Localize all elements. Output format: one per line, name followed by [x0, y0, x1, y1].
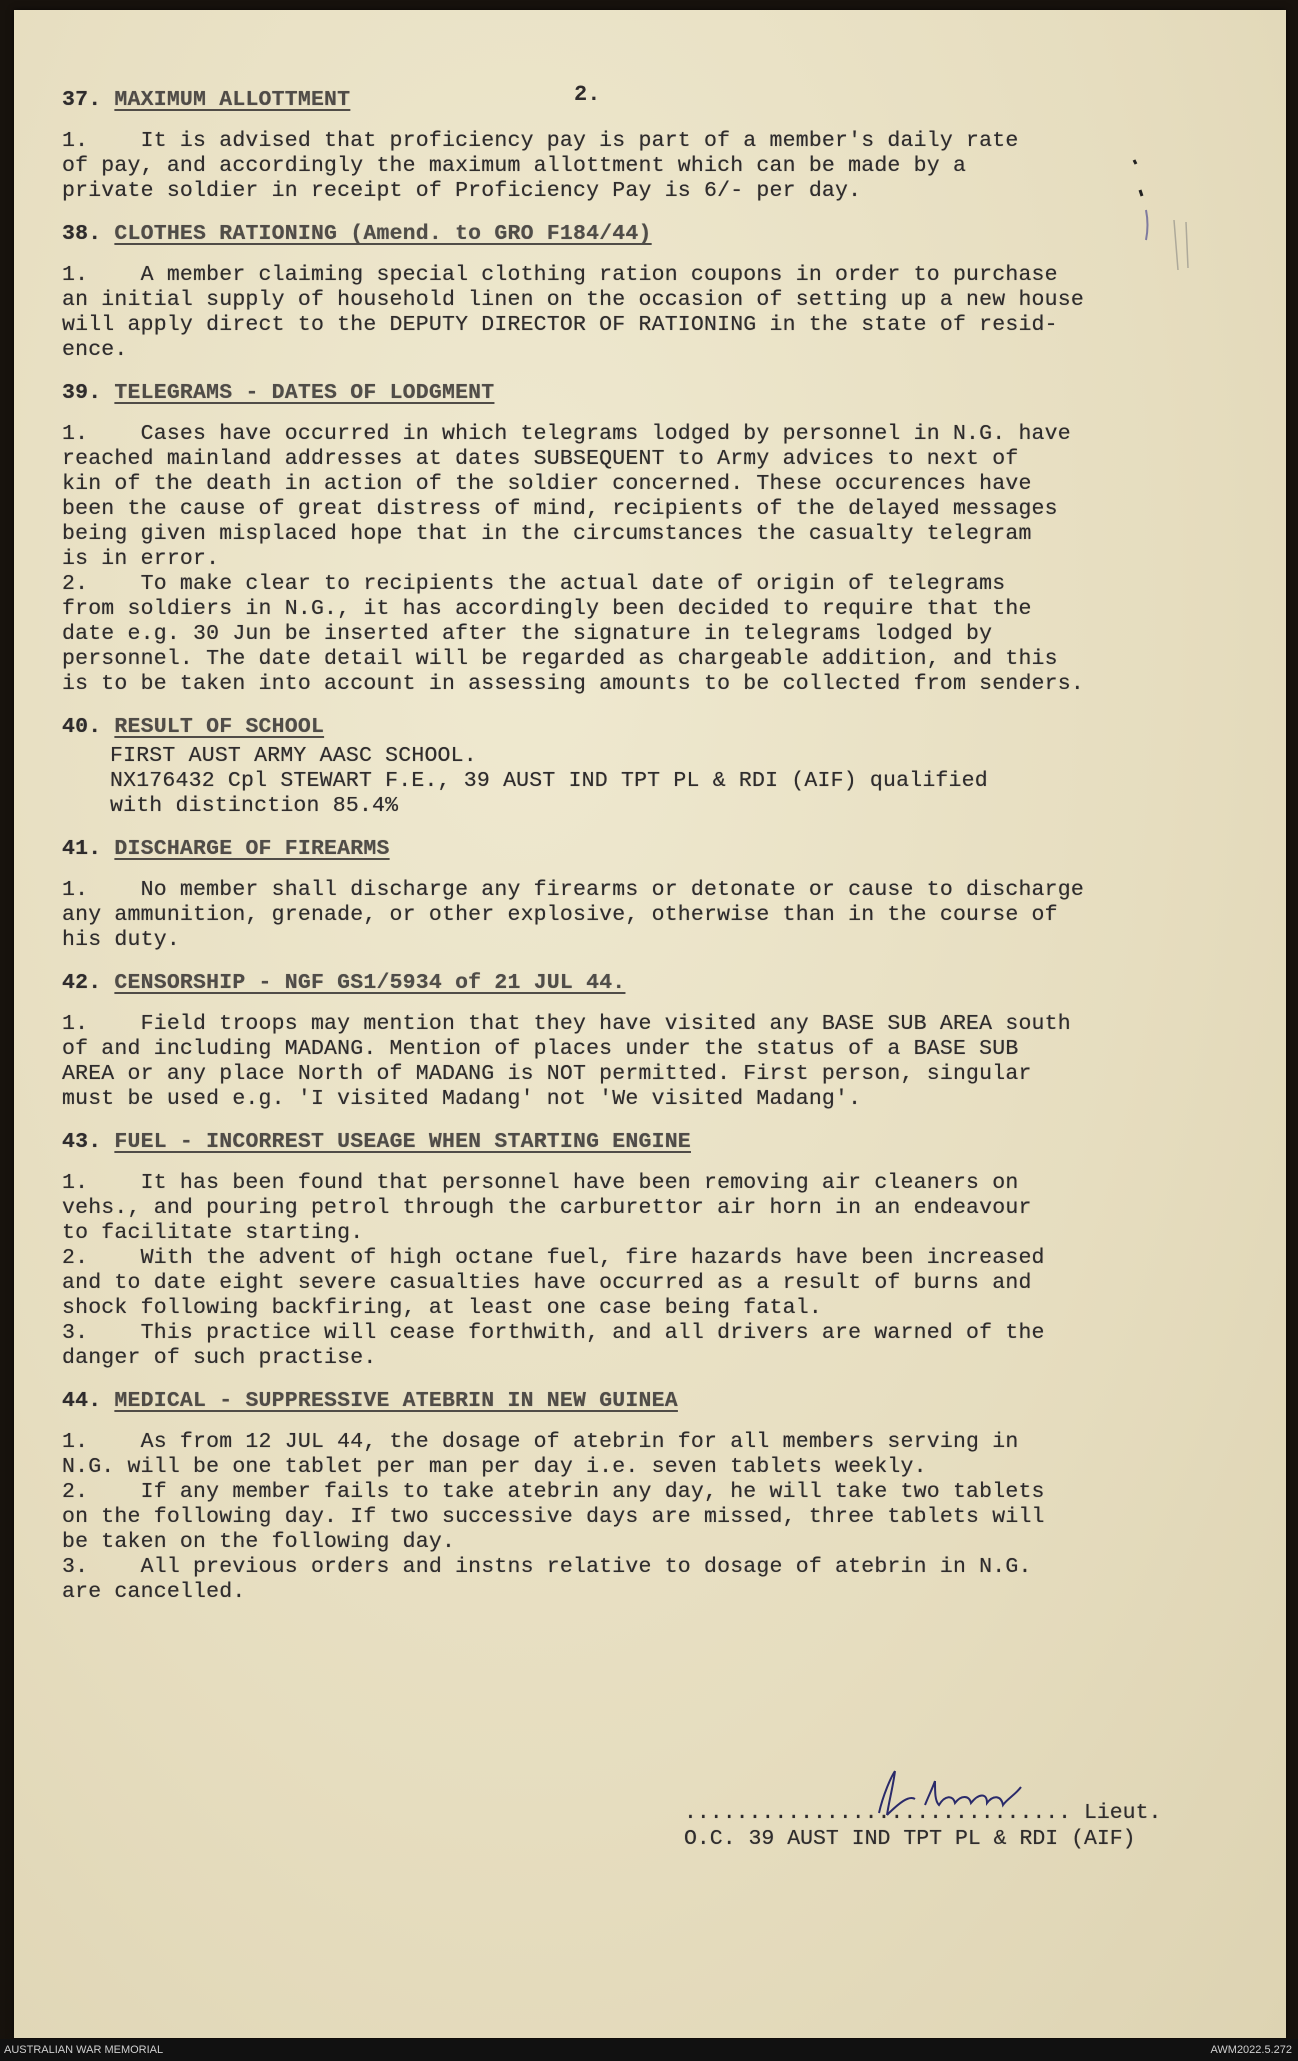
officer-role: O.C. 39 AUST IND TPT PL & RDI (AIF): [684, 1827, 1136, 1851]
item-42: [62, 971, 1252, 1112]
item-title: MAXIMUM ALLOTTMENT: [114, 88, 351, 112]
paragraph: 1. It is advised that proficiency pay is part of a member's daily rate of pay, and accordingly the maximum allottment which can be made by a private soldier in receipt of Proficiency Pay is 6/- per day.: [62, 129, 1019, 203]
paragraph: 1. As from 12 JUL 44, the dosage of atebrin for all members serving in N.G. will be one tablet per man per day i.e. seven tablets weekly.: [62, 1430, 1019, 1479]
item-title: FUEL - INCORREST USEAGE WHEN STARTING ENGINE: [114, 1130, 691, 1154]
heading-43: [62, 1130, 1252, 1155]
item-title: CENSORSHIP - NGF GS1/5934 of 21 JUL 44.: [114, 971, 626, 995]
item-number: 41.: [62, 837, 102, 861]
paragraph: 2. To make clear to recipients the actual date of origin of telegrams from soldiers in N.G., it has accordingly been decided to require that the date e.g. 30 Jun be inserted after the signature in telegrams lodged by personnel. The date detail will be regarded as chargeable addition, and this is to be taken into account in assessing amounts to be collected from senders.: [62, 572, 1084, 696]
heading-39: [62, 381, 1252, 406]
item-41: [62, 837, 1252, 953]
archive-name: AUSTRALIAN WAR MEMORIAL: [4, 2044, 164, 2056]
orders-body: [62, 78, 1252, 1605]
item-number: 43.: [62, 1130, 102, 1154]
paragraph: 2. With the advent of high octane fuel, fire hazards have been increased and to date eight severe casualties have occurred as a result of burns and shock following backfiring, at least one case being fatal.: [62, 1246, 1045, 1320]
signature-block: [684, 1800, 1244, 1852]
item-number: 39.: [62, 381, 102, 405]
page-number: 2.: [574, 82, 601, 107]
item-43: [62, 1130, 1252, 1371]
item-title: TELEGRAMS - DATES OF LODGMENT: [114, 381, 495, 405]
signature-line: .............................. Lieut.: [684, 1801, 1162, 1825]
heading-41: [62, 837, 1252, 862]
item-title: CLOTHES RATIONING (Amend. to GRO F184/44): [114, 222, 652, 246]
item-number: 42.: [62, 971, 102, 995]
paragraph: 2. If any member fails to take atebrin any day, he will take two tablets on the following day. If two successive days are missed, three tablets will be taken on the following day.: [62, 1480, 1045, 1554]
item-38: [62, 222, 1252, 363]
paragraph: 3. This practice will cease forthwith, and all drivers are warned of the danger of such practise.: [62, 1321, 1045, 1370]
item-39: [62, 381, 1252, 697]
heading-42: [62, 971, 1252, 996]
item-number: 37.: [62, 88, 102, 112]
item-40: [62, 715, 1252, 819]
paragraph: 1. It has been found that personnel have been removing air cleaners on vehs., and pouring petrol through the carburettor air horn in an endeavour to facilitate starting.: [62, 1171, 1032, 1245]
item-number: 44.: [62, 1389, 102, 1413]
paragraph: 1. Cases have occurred in which telegrams lodged by personnel in N.G. have reached mainland addresses at dates SUBSEQUENT to Army advices to next of kin of the death in action of the soldier concerned. These occurences have been the cause of great distress of mind, recipients of the delayed messages being given misplaced hope that in the circumstances the casualty telegram is in error.: [62, 422, 1071, 571]
item-title: MEDICAL - SUPPRESSIVE ATEBRIN IN NEW GUINEA: [114, 1389, 678, 1413]
paragraph: 1. No member shall discharge any firearms or detonate or cause to discharge any ammunition, grenade, or other explosive, otherwise than in the course of his duty.: [62, 878, 1084, 952]
item-37: [62, 88, 1252, 204]
archive-id: AWM2022.5.272: [1210, 2044, 1292, 2056]
school-result: FIRST AUST ARMY AASC SCHOOL. NX176432 Cpl STEWART F.E., 39 AUST IND TPT PL & RDI (AIF) qualified with distinction 85.4%: [110, 744, 988, 818]
pencil-marks: [1126, 150, 1216, 290]
item-title: RESULT OF SCHOOL: [114, 715, 325, 739]
heading-38: [62, 222, 1252, 247]
item-number: 40.: [62, 715, 102, 739]
paragraph: 3. All previous orders and instns relative to dosage of atebrin in N.G. are cancelled.: [62, 1555, 1032, 1604]
paragraph: 1. Field troops may mention that they have visited any BASE SUB AREA south of and including MADANG. Mention of places under the status of a BASE SUB AREA or any place North of MADANG is NOT permitted. First person, singular must be used e.g. 'I visited Madang' not 'We visited Madang'.: [62, 1012, 1071, 1111]
document-page: [14, 10, 1286, 2038]
heading-37: [62, 88, 1252, 113]
heading-44: [62, 1389, 1252, 1414]
item-number: 38.: [62, 222, 102, 246]
paragraph: 1. A member claiming special clothing ration coupons in order to purchase an initial supply of household linen on the occasion of setting up a new house will apply direct to the DEPUTY DIRECTOR OF RATIONING in the state of resid- ence.: [62, 263, 1084, 362]
item-title: DISCHARGE OF FIREARMS: [114, 837, 390, 861]
archive-footer: [0, 2039, 1298, 2061]
item-44: [62, 1389, 1252, 1605]
heading-40: [62, 715, 1252, 740]
